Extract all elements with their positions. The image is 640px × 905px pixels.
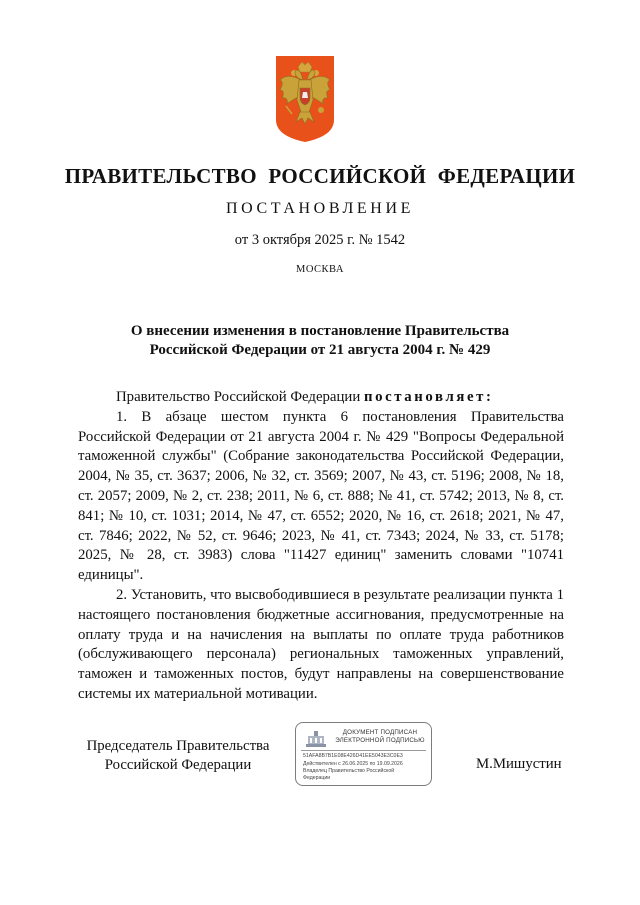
government-title: ПРАВИТЕЛЬСТВО РОССИЙСКОЙ ФЕДЕРАЦИИ: [64, 164, 576, 188]
stamp-owner-line-2: Федерации: [303, 775, 331, 781]
document-type: ПОСТАНОВЛЕНИЕ: [226, 200, 414, 217]
paragraph-1: 1. В абзаце шестом пункта 6 постановления Правительства Российской Федерации от 21 августа 2004 г. № 429 "Вопросы Федеральной таможенной службы" (Собрание законодательства Российской Федерации, 2004, № 35, ст. 3637; 2006, № 32, ст. 3569; 2007, № 43, ст. 5196; 2008, № 18, ст. 2057; 2009, № 2, ст. 238; 2011, № 6, ст. 888; № 41, ст. 5742; 2013, № 8, ст. 841; № 10, ст. 1031; 2014, № 47, ст. 6552; 2020, № 16, ст. 2618; 2021, № 47, ст. 7846; 2022, № 52, ст. 9646; 2023, № 41, ст. 7343; 2024, № 33, ст. 5178; 2025, № 28, ст. 3983) слова "11427 единиц" заменить словами "10741 единицы".: [78, 408, 564, 584]
state-emblem-icon: [276, 56, 334, 142]
city-name: МОСКВА: [296, 264, 344, 275]
paragraph-2: 2. Установить, что высвободившиеся в результате реализации пункта 1 настоящего постановления бюджетные ассигнования, предусмотренные на оплату труда и на начисления на выплаты по оплате труда работников (обслуживающего персонала) региональных таможенных управлений, таможен и таможенных постов, будут направлены на совершенствование системы их материальной мотивации.: [78, 586, 564, 702]
decree-intro: [78, 388, 564, 408]
document-subject: [60, 322, 580, 360]
government-building-icon: [305, 730, 327, 748]
decree-word: постановляет:: [363, 389, 494, 405]
position-line-1: Председатель Правительства: [86, 738, 270, 754]
stamp-certificate: 51AFA8B7B1E08E426D41EE5043E3C0E3: [303, 753, 403, 759]
stamp-divider: [301, 750, 426, 751]
signatory-position: [78, 737, 278, 775]
position-line-2: Российской Федерации: [104, 757, 252, 773]
stamp-validity: Действителен с 26.06.2025 по 19.09.2026: [303, 761, 403, 767]
document-date-number: от 3 октября 2025 г. № 1542: [234, 232, 406, 248]
signatory-name: М.Мишустин: [476, 756, 562, 772]
subject-line-1: О внесении изменения в постановление Правительства: [130, 323, 510, 339]
stamp-title-line-1: ДОКУМЕНТ ПОДПИСАН: [342, 729, 418, 736]
document-body: [78, 388, 564, 705]
subject-line-2: Российской Федерации от 21 августа 2004 г. № 429: [149, 342, 491, 358]
electronic-signature-stamp: [295, 722, 432, 786]
stamp-title: [332, 729, 428, 745]
intro-text: Правительство Российской Федерации: [116, 389, 364, 405]
stamp-owner-line-1: Владелец Правительство Российской: [303, 768, 395, 774]
stamp-title-line-2: ЭЛЕКТРОННОЙ ПОДПИСЬЮ: [335, 737, 425, 744]
